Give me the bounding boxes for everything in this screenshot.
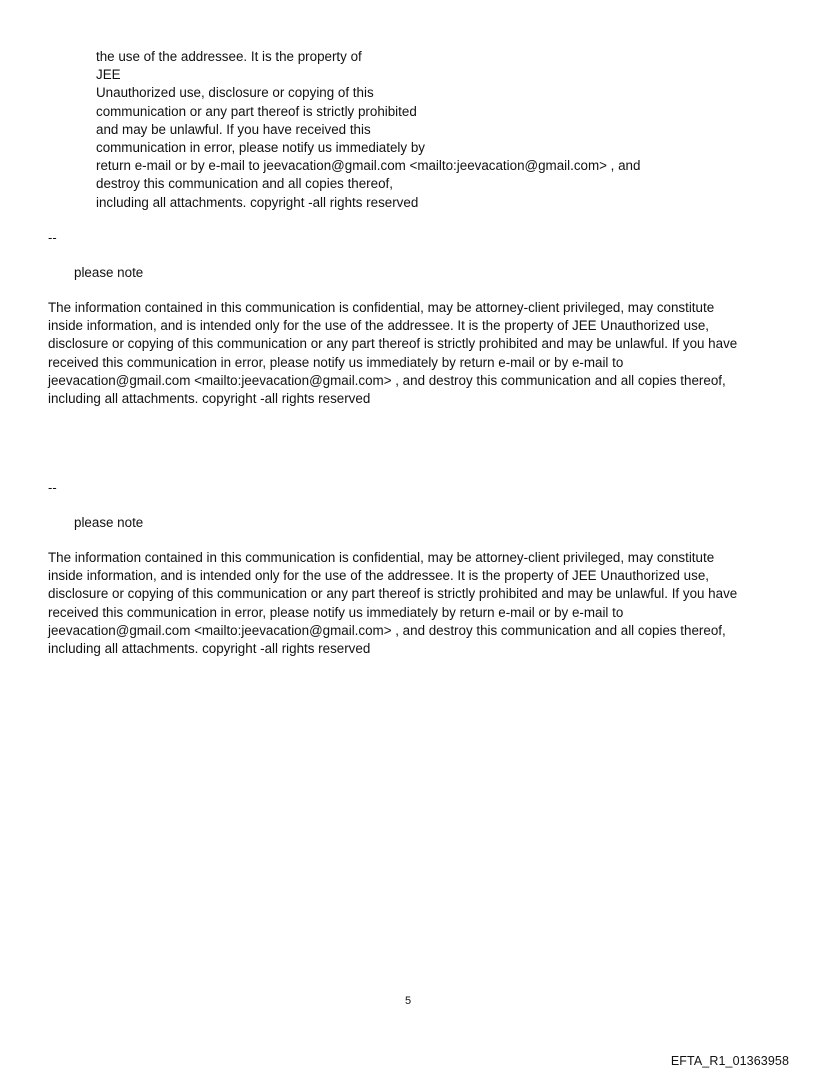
paragraph-line: disclosure or copying of this communication or any part thereof is strictly prohibited and may be unlawful. If you have [48, 336, 738, 352]
disclaimer-line: communication or any part thereof is strictly prohibited [96, 103, 417, 119]
disclaimer-line: and may be unlawful. If you have received this [96, 121, 371, 137]
disclaimer-fragment [96, 48, 736, 212]
paragraph-line: inside information, and is intended only for the use of the addressee. It is the property of JEE Unauthorized use, [48, 568, 709, 584]
confidentiality-paragraph [48, 299, 768, 408]
disclaimer-line: communication in error, please notify us immediately by [96, 140, 425, 156]
please-note-heading: please note [74, 265, 144, 280]
paragraph-line: jeevacation@gmail.com <mailto:jeevacation@gmail.com> , and destroy this communication and all copies thereof, [48, 372, 726, 388]
page-number: 5 [404, 995, 412, 1007]
disclaimer-line: Unauthorized use, disclosure or copying of this [96, 85, 374, 101]
please-note-heading: please note [74, 515, 144, 530]
disclaimer-line: JEE [96, 67, 121, 83]
confidentiality-paragraph [48, 549, 768, 658]
paragraph-line: disclosure or copying of this communication or any part thereof is strictly prohibited and may be unlawful. If you have [48, 586, 738, 602]
paragraph-line: including all attachments. copyright -all rights reserved [48, 391, 371, 407]
bates-number: EFTA_R1_01363958 [670, 1054, 789, 1068]
paragraph-line: received this communication in error, please notify us immediately by return e-mail or by e-mail to [48, 604, 624, 620]
paragraph-line: The information contained in this communication is confidential, may be attorney-client privileged, may constitute [48, 550, 715, 565]
signature-separator: -- [48, 480, 57, 495]
paragraph-line: The information contained in this communication is confidential, may be attorney-client privileged, may constitute [48, 300, 715, 315]
paragraph-line: including all attachments. copyright -all rights reserved [48, 641, 371, 657]
paragraph-line: jeevacation@gmail.com <mailto:jeevacation@gmail.com> , and destroy this communication and all copies thereof, [48, 622, 726, 638]
signature-separator: -- [48, 230, 57, 245]
disclaimer-line: the use of the addressee. It is the property of [96, 49, 362, 64]
disclaimer-line: destroy this communication and all copies thereof, [96, 176, 393, 192]
disclaimer-line: including all attachments. copyright -all rights reserved [96, 194, 419, 210]
paragraph-line: inside information, and is intended only for the use of the addressee. It is the property of JEE Unauthorized use, [48, 318, 709, 334]
disclaimer-line: return e-mail or by e-mail to jeevacation@gmail.com <mailto:jeevacation@gmail.com> , and [96, 158, 641, 174]
paragraph-line: received this communication in error, please notify us immediately by return e-mail or by e-mail to [48, 354, 624, 370]
